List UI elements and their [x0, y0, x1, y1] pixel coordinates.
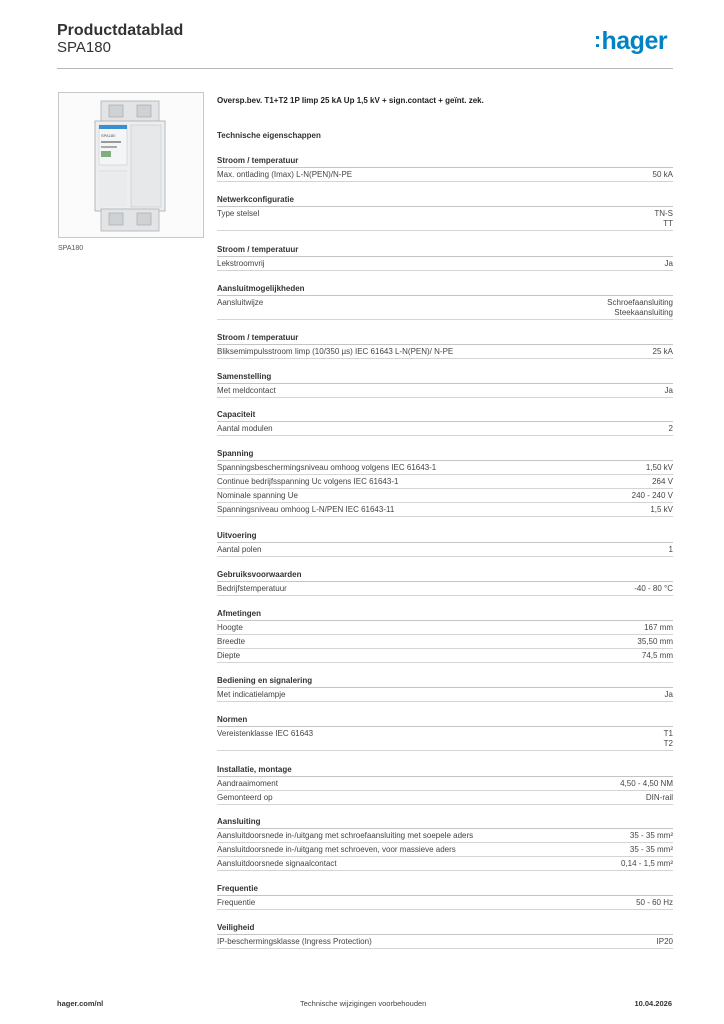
property-label: Aandraaimoment: [217, 779, 278, 788]
property-value: DIN-rail: [645, 793, 673, 802]
property-label: Max. ontlading (Imax) L-N(PEN)/N-PE: [217, 170, 353, 179]
property-label: Type stelsel: [217, 209, 260, 218]
hager-logo: [594, 26, 667, 56]
property-section: [217, 922, 673, 949]
property-value: 50 kA: [652, 170, 673, 179]
section-title: Stroom / temperatuur: [217, 332, 673, 345]
property-row: [217, 257, 673, 271]
section-title: Samenstelling: [217, 371, 673, 384]
property-value: 35 - 35 mm²: [629, 845, 673, 854]
image-caption: SPA180: [58, 245, 84, 252]
property-section: [217, 332, 673, 359]
property-section: [217, 371, 673, 398]
section-title: Veiligheid: [217, 922, 673, 935]
property-label: Vereistenklasse IEC 61643: [217, 729, 314, 738]
property-label: Aantal modulen: [217, 424, 273, 433]
property-value: 50 - 60 Hz: [636, 898, 673, 907]
property-row: [217, 935, 673, 949]
surge-protector-illustration: [59, 93, 203, 237]
property-row: [217, 543, 673, 557]
property-label: Continue bedrijfsspanning Uc volgens IEC 61643-1: [217, 477, 399, 486]
property-label: Met meldcontact: [217, 386, 276, 395]
property-section: [217, 448, 673, 517]
property-label: IP-beschermingsklasse (Ingress Protection): [217, 937, 372, 946]
property-row: [217, 503, 673, 517]
property-row: [217, 791, 673, 805]
property-value: T1 T2: [663, 729, 673, 748]
property-label: Aansluitdoorsnede in-/uitgang met schroefaansluiting met soepele aders: [217, 831, 474, 840]
property-value: 74,5 mm: [641, 651, 673, 660]
footer-website[interactable]: hager.com/nl: [57, 999, 104, 1008]
header-divider: [57, 68, 673, 69]
property-label: Met indicatielampje: [217, 690, 286, 699]
section-title: Spanning: [217, 448, 673, 461]
page-title: Productdatablad: [57, 22, 184, 39]
footer-date: 10.04.2026: [634, 999, 672, 1008]
property-label: Lekstroomvrij: [217, 259, 265, 268]
property-label: Aantal polen: [217, 545, 262, 554]
property-row: [217, 843, 673, 857]
property-section: [217, 675, 673, 702]
property-label: Diepte: [217, 651, 241, 660]
property-value: 240 - 240 V: [631, 491, 673, 500]
property-value: 2: [668, 424, 673, 433]
property-row: [217, 384, 673, 398]
logo-dots: :: [594, 29, 601, 52]
property-value: 0,14 - 1,5 mm²: [620, 859, 673, 868]
section-title: Stroom / temperatuur: [217, 244, 673, 257]
property-label: Aansluitdoorsnede signaalcontact: [217, 859, 337, 868]
property-label: Spanningsniveau omhoog L-N/PEN IEC 61643-11: [217, 505, 395, 514]
section-title: Normen: [217, 714, 673, 727]
property-label: Bliksemimpulsstroom Iimp (10/350 µs) IEC 61643 L-N(PEN)/ N-PE: [217, 347, 454, 356]
section-title: Netwerkconfiguratie: [217, 194, 673, 207]
property-value: 1: [668, 545, 673, 554]
property-row: [217, 649, 673, 663]
property-row: [217, 582, 673, 596]
property-row: [217, 296, 673, 320]
tech-properties-heading: Technische eigenschappen: [217, 131, 321, 140]
property-section: [217, 764, 673, 805]
property-section: [217, 816, 673, 871]
property-row: [217, 688, 673, 702]
section-title: Bediening en signalering: [217, 675, 673, 688]
property-row: [217, 345, 673, 359]
property-label: Gemonteerd op: [217, 793, 273, 802]
property-row: [217, 422, 673, 436]
property-value: 35 - 35 mm²: [629, 831, 673, 840]
property-row: [217, 635, 673, 649]
section-title: Capaciteit: [217, 409, 673, 422]
property-section: [217, 883, 673, 910]
section-title: Stroom / temperatuur: [217, 155, 673, 168]
property-row: [217, 829, 673, 843]
property-row: [217, 777, 673, 791]
section-title: Afmetingen: [217, 608, 673, 621]
property-label: Aansluitdoorsnede in-/uitgang met schroeven, voor massieve aders: [217, 845, 456, 854]
property-row: [217, 475, 673, 489]
section-title: Gebruiksvoorwaarden: [217, 569, 673, 582]
property-value: -40 - 80 °C: [634, 584, 673, 593]
property-label: Breedte: [217, 637, 246, 646]
property-section: [217, 530, 673, 557]
property-row: [217, 857, 673, 871]
property-section: [217, 608, 673, 663]
property-value: 4,50 - 4,50 NM: [620, 779, 673, 788]
property-section: [217, 409, 673, 436]
property-value: 167 mm: [644, 623, 673, 632]
logo-text: hager: [601, 27, 668, 55]
property-value: Ja: [664, 386, 673, 395]
property-label: Aansluitwijze: [217, 298, 264, 307]
property-section: [217, 244, 673, 271]
property-label: Spanningsbeschermingsniveau omhoog volgens IEC 61643-1: [217, 463, 437, 472]
section-title: Aansluitmogelijkheden: [217, 283, 673, 296]
product-description: Oversp.bev. T1+T2 1P Iimp 25 kA Up 1,5 kV + sign.contact + geïnt. zek.: [217, 96, 484, 105]
footer-note: Technische wijzigingen voorbehouden: [300, 999, 427, 1008]
device-label: SPA180: [101, 133, 116, 138]
section-title: Frequentie: [217, 883, 673, 896]
property-value: 1,50 kV: [645, 463, 673, 472]
property-row: [217, 896, 673, 910]
property-value: 25 kA: [652, 347, 673, 356]
property-row: [217, 168, 673, 182]
property-section: [217, 155, 673, 182]
property-label: Bedrijfstemperatuur: [217, 584, 287, 593]
section-title: Aansluiting: [217, 816, 673, 829]
property-row: [217, 461, 673, 475]
property-value: Schroefaansluiting Steekaansluiting: [607, 298, 673, 317]
property-value: Ja: [664, 690, 673, 699]
property-value: 1,5 kV: [650, 505, 673, 514]
product-code: SPA180: [57, 39, 111, 56]
property-row: [217, 207, 673, 231]
property-label: Frequentie: [217, 898, 256, 907]
section-title: Uitvoering: [217, 530, 673, 543]
property-section: [217, 569, 673, 596]
property-value: 35,50 mm: [637, 637, 673, 646]
property-row: [217, 727, 673, 751]
section-title: Installatie, montage: [217, 764, 673, 777]
property-value: TN-S TT: [654, 209, 673, 228]
property-value: IP20: [656, 937, 673, 946]
property-row: [217, 621, 673, 635]
property-value: 264 V: [652, 477, 673, 486]
property-value: Ja: [664, 259, 673, 268]
product-image: [58, 92, 204, 238]
property-section: [217, 283, 673, 320]
property-label: Nominale spanning Ue: [217, 491, 298, 500]
property-section: [217, 194, 673, 231]
property-section: [217, 714, 673, 751]
property-label: Hoogte: [217, 623, 243, 632]
property-row: [217, 489, 673, 503]
